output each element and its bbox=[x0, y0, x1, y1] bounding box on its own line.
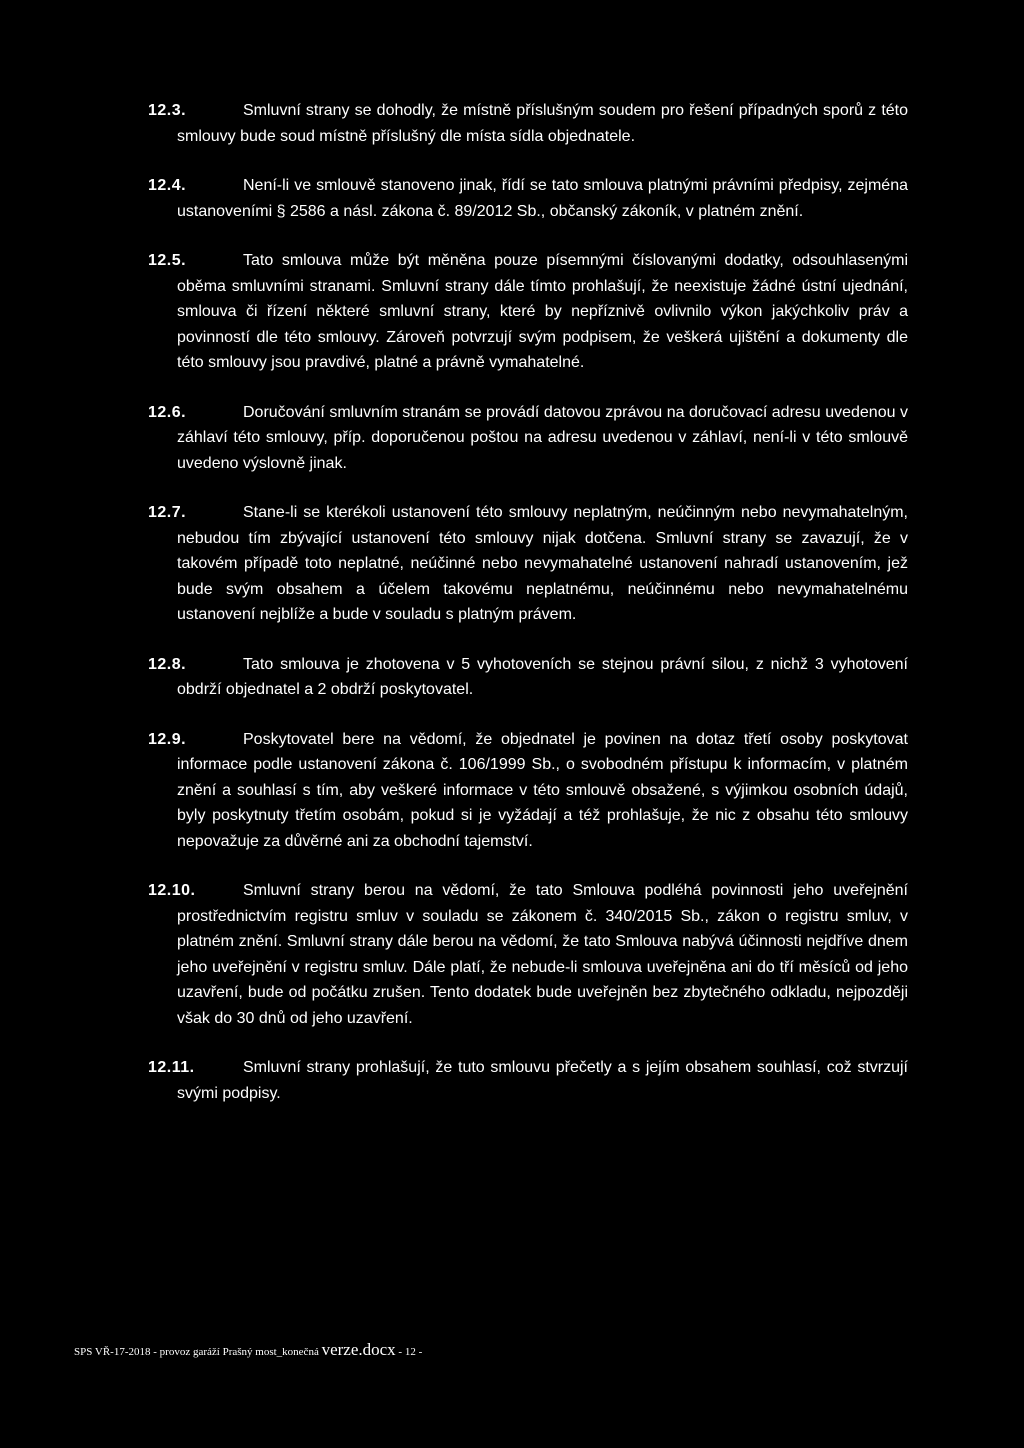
clause-12-9 bbox=[148, 727, 908, 855]
clause-number: 12.7. bbox=[148, 504, 187, 521]
page-footer bbox=[74, 1340, 422, 1360]
clause-12-7 bbox=[148, 500, 908, 628]
clause-text: Smluvní strany berou na vědomí, že tato Smlouva podléhá povinnosti jeho uveřejnění prostřednictvím registru smluv v souladu se zákonem č. 340/2015 Sb., zákon o registru smluv, v platném znění. Smluvní strany dále berou na vědomí, že tato Smlouva nabývá účinnosti nejdříve dnem jeho uveřejnění v registru smluv. Dále platí, že nebude-li smlouva uveřejněna ani do tří měsíců od jeho uzavření, bude od počátku zrušen. Tento dodatek bude uveřejněn bez zbytečného odkladu, nejpozději však do 30 dnů od jeho uzavření. bbox=[177, 882, 908, 1027]
clause-12-8 bbox=[148, 652, 908, 703]
clause-12-10 bbox=[148, 878, 908, 1031]
clause-12-5 bbox=[148, 248, 908, 376]
clause-text: Poskytovatel bere na vědomí, že objednatel je povinen na dotaz třetí osoby poskytovat informace podle ustanovení zákona č. 106/1999 Sb., o svobodném přístupu k informacím, v platném znění a souhlasí s tím, aby veškeré informace v této smlouvě obsažené, s výjimkou osobních údajů, byly poskytnuty třetím osobám, pokud si je vyžádají a též prohlašuje, že nic z obsahu této smlouvy nepovažuje za důvěrné ani za obchodní tajemství. bbox=[177, 730, 908, 850]
clause-text: Smluvní strany se dohodly, že místně příslušným soudem pro řešení případných sporů z této smlouvy bude soud místně příslušný dle místa sídla objednatele. bbox=[177, 102, 908, 145]
clause-number: 12.8. bbox=[148, 655, 187, 673]
clause-number: 12.5. bbox=[148, 252, 187, 269]
clause-number: 12.10. bbox=[148, 882, 196, 899]
clause-number: 12.6. bbox=[148, 403, 187, 421]
clause-12-11 bbox=[148, 1055, 908, 1106]
clause-text: Smluvní strany prohlašují, že tuto smlouvu přečetly a s jejím obsahem souhlasí, což stvrzují svými podpisy. bbox=[177, 1059, 908, 1102]
clause-text: Tato smlouva může být měněna pouze písemnými číslovanými dodatky, odsouhlasenými oběma smluvními stranami. Smluvní strany dále tímto prohlašují, že neexistuje žádné ústní ujednání, smlouva či řízení některé smluvní strany, které by nepříznivě ovlivnilo výkon jakýchkoliv práv a povinností dle této smlouvy. Zároveň potvrzují svým podpisem, že veškerá ujištění a dokumenty dle této smlouvy jsou pravdivé, platné a právně vymahatelné. bbox=[177, 252, 908, 371]
clause-text: Stane-li se kterékoli ustanovení této smlouvy neplatným, neúčinným nebo nevymahatelným, nebudou tím zbývající ustanovení této smlouvy nijak dotčena. Smluvní strany se zavazují, že v takovém případě toto neplatné, neúčinné nebo nevymahatelné ustanovení nahradí ustanovením, jež bude svým obsahem a účelem takovému neplatnému, neúčinnému nebo nevymahatelnému ustanovení nejblíže a bude v souladu s platným právem. bbox=[177, 504, 908, 623]
clause-12-6 bbox=[148, 400, 908, 477]
footer-page-number: - 12 - bbox=[395, 1346, 423, 1358]
clause-number: 12.3. bbox=[148, 102, 187, 119]
clause-text: Tato smlouva je zhotovena v 5 vyhotoveních se stejnou právní silou, z nichž 3 vyhotovení obdrží objednatel a 2 obdrží poskytovatel. bbox=[177, 655, 908, 698]
footer-prefix: SPS VŘ-17-2018 - provoz garáží Prašný most_konečná bbox=[74, 1346, 322, 1358]
clause-text: Doručování smluvním stranám se provádí datovou zprávou na doručovací adresu uvedenou v záhlaví této smlouvy, příp. doporučenou poštou na adresu uvedenou v záhlaví, není-li v této smlouvě uvedeno výslovně jinak. bbox=[177, 403, 908, 472]
clause-number: 12.9. bbox=[148, 730, 187, 748]
clause-number: 12.11. bbox=[148, 1059, 195, 1076]
clause-list bbox=[148, 98, 908, 1130]
footer-filename-ext: verze.docx bbox=[321, 1340, 396, 1359]
clause-12-3 bbox=[148, 98, 908, 149]
clause-text: Není-li ve smlouvě stanoveno jinak, řídí se tato smlouva platnými právními předpisy, zejména ustanoveními § 2586 a násl. zákona č. 89/2012 Sb., občanský zákoník, v platném znění. bbox=[177, 177, 908, 220]
clause-number: 12.4. bbox=[148, 177, 187, 194]
clause-12-4 bbox=[148, 173, 908, 224]
